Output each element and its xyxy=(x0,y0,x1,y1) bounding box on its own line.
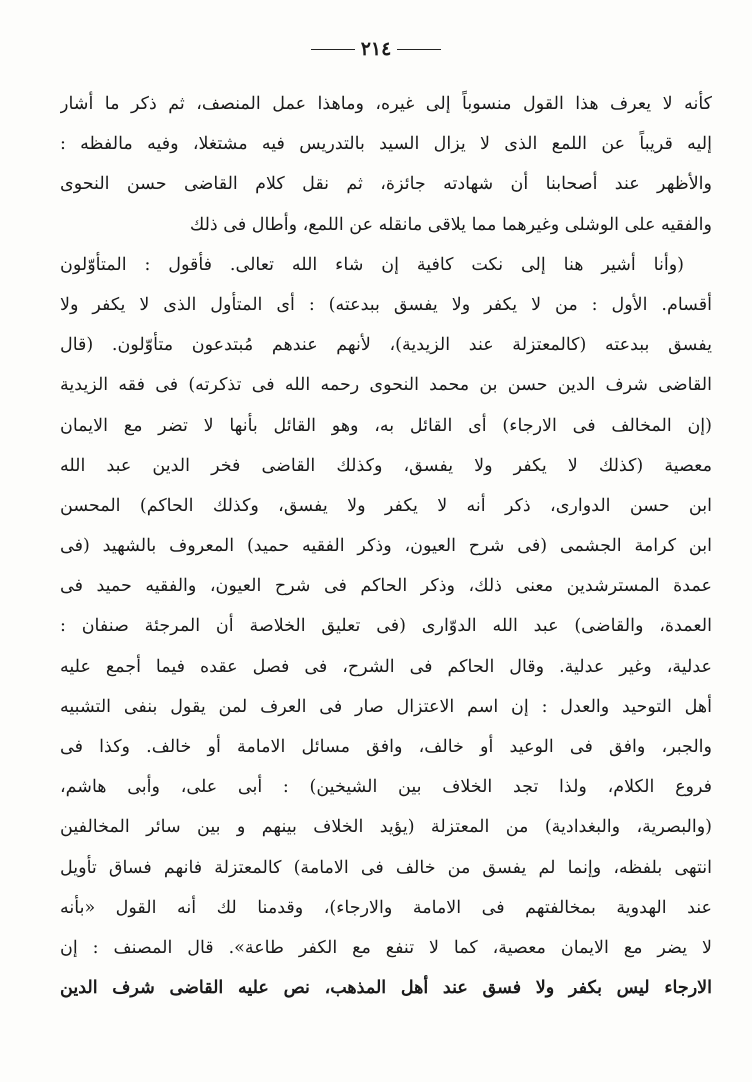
text-line: والجبر، وافق فى الوعيد أو خالف، وافق مسائل الامامة أو خالف. وكذا فى xyxy=(60,737,712,757)
text-line: أقسام. الأول : من لا يكفر ولا يفسق ببدعته) : أى المتأول الذى لا يكفر ولا xyxy=(60,294,712,315)
text-line: يفسق ببدعته (كالمعتزلة عند الزيدية)، لأنهم عندهم مُبتدعون متأوّلون. (قال xyxy=(60,335,712,356)
text-line: القاضى شرف الدين حسن بن محمد النحوى رحمه الله فى تذكرته) فى فقه الزيدية xyxy=(60,375,712,396)
text-line: عمدة المسترشدين معنى ذلك، وذكر الحاكم فى شرح العيون، والفقيه حميد فى xyxy=(60,576,712,597)
text-line: ابن كرامة الجشمى (فى شرح العيون، وذكر الفقيه حميد) المعروف بالشهيد (فى xyxy=(60,536,712,557)
text-line: فروع الكلام، ولذا تجد الخلاف بين الشيخين) : أبى على، وأبى هاشم، xyxy=(60,777,712,798)
text-line: (وأنا أشير هنا إلى نكت كافية إن شاء الله تعالى. فأقول : المتأوّلون xyxy=(60,254,684,275)
text-line: العمدة، والقاضى) عبد الله الدوّارى (فى تعليق الخلاصة أن المرجئة صنفان : xyxy=(60,616,712,637)
text-line: عدلية، وغير عدلية. وقال الحاكم فى الشرح، فى فصل عقده فيما أجمع عليه xyxy=(60,656,712,677)
text-line: (إن المخالف فى الارجاء) أى القائل به، وهو القائل بأنها لا تضر مع الايمان xyxy=(60,415,712,436)
text-line: والفقيه على الوشلى وغيرهما مما يلاقى مانقله عن اللمع، وأطال فى ذلك xyxy=(189,214,712,235)
text-line: أهل التوحيد والعدل : إن اسم الاعتزال صار فى العرف لمن يقول بنفى التشبيه xyxy=(60,696,712,717)
text-line: لا يضر مع الايمان معصية، كما لا تنفع مع الكفر طاعة». قال المصنف : إن xyxy=(60,937,712,958)
header-rule-left xyxy=(311,49,355,50)
text-line: انتهى بلفظه، وإنما لم يفسق من خالف فى الامامة) كالمعتزلة فانهم فساق تأويل xyxy=(60,857,712,878)
text-line: ابن حسن الدوارى، ذكر أنه لا يكفر ولا يفسق، وكذلك الحاكم) المحسن xyxy=(60,495,712,516)
body-text xyxy=(60,84,712,1008)
text-line: عند الهدوية بمخالفتهم فى الامامة والارجاء)، وقدمنا لك أنه القول «بأنه xyxy=(60,897,712,918)
page-number: ٢١٤ xyxy=(360,38,392,60)
text-line: كأنه لا يعرف هذا القول منسوباً إلى غيره، وماهذا عمل المنصف، ثم ذكر ما أشار xyxy=(60,94,712,114)
page-header xyxy=(0,34,752,64)
header-rule-right xyxy=(397,49,441,50)
text-line: معصية (كذلك لا يكفر ولا يفسق، وكذلك القاضى فخر الدين عبد الله xyxy=(60,455,712,476)
text-line: (والبصرية، والبغدادية) من المعتزلة (يؤيد الخلاف بينهم و بين سائر المخالفين xyxy=(60,817,712,838)
text-line: والأظهر عند أصحابنا أن شهادته جائزة، ثم نقل كلام القاضى حسن النحوى xyxy=(60,174,712,195)
text-line: إليه قريباً عن اللمع الذى لا يزال السيد بالتدريس فيه مشتغلا، وفيه مالفظه : xyxy=(60,134,712,155)
text-line: الارجاء ليس بكفر ولا فسق عند أهل المذهب، نص عليه القاضى شرف الدين xyxy=(60,978,712,999)
